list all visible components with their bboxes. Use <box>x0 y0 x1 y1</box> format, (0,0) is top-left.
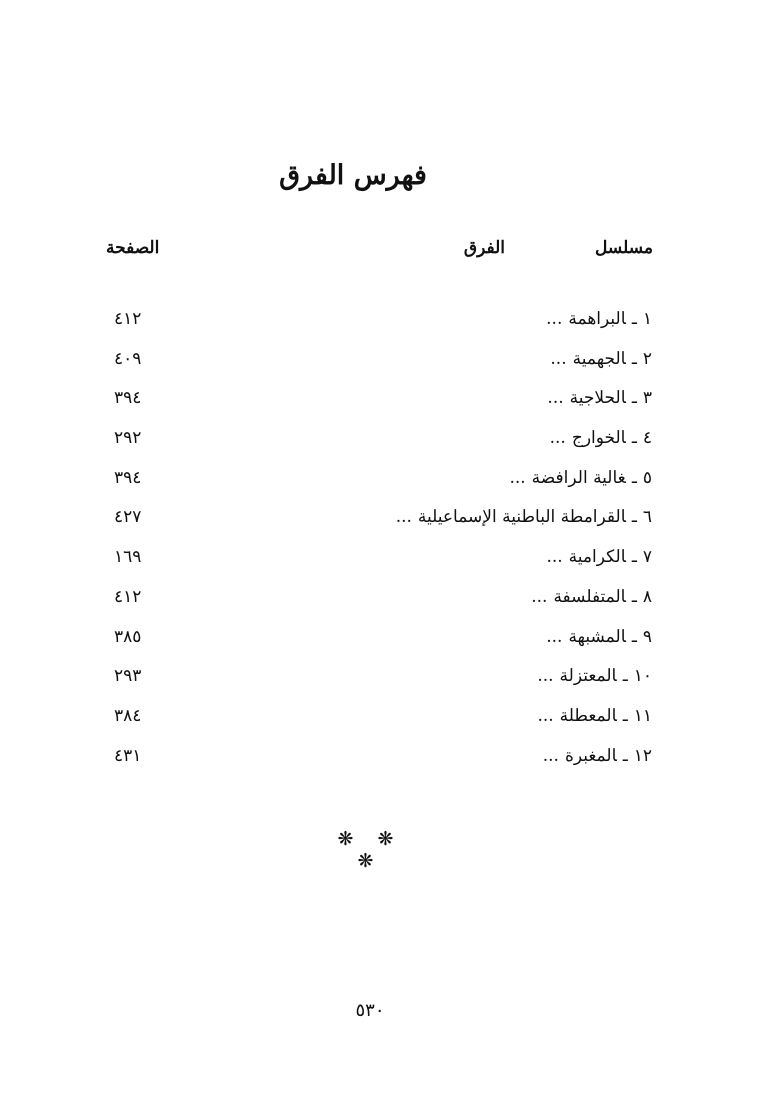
entry-name: الجهمية <box>572 348 626 369</box>
entry-dots: ... <box>547 388 564 409</box>
entry-number: ٩ <box>642 626 652 647</box>
entry-number: ٧ <box>642 547 652 568</box>
index-row <box>0 468 763 508</box>
header-serial: مسلسل <box>595 238 653 258</box>
entry-number: ١٢ <box>633 745 652 766</box>
entry: ٤ـالخوارج... <box>549 428 652 449</box>
entry-page: ٢٩٣ <box>114 666 142 687</box>
entry-name: الخوارج <box>571 428 626 449</box>
entry: ١٠ـالمعتزلة... <box>537 666 652 687</box>
entry-number: ٥ <box>642 467 652 488</box>
entry-number: ١٠ <box>633 666 652 687</box>
index-list <box>0 309 763 785</box>
entry-dots: ... <box>509 467 526 488</box>
page-title: فهرس الفرق <box>279 160 427 191</box>
entry-name: المشبهة <box>568 626 626 647</box>
entry: ٢ـالجهمية... <box>550 348 652 369</box>
entry-page: ٣٨٥ <box>114 626 142 647</box>
index-row <box>0 666 763 706</box>
entry-name: المتفلسفة <box>553 586 626 607</box>
entry: ٧ـالكرامية... <box>546 547 652 568</box>
entry-dots: ... <box>395 507 412 528</box>
entry-name: الكرامية <box>568 547 626 568</box>
entry-name: الحلاجية <box>569 388 626 409</box>
entry-dots: ... <box>550 348 567 369</box>
entry-page: ٣٩٤ <box>114 388 142 409</box>
entry-page: ١٦٩ <box>114 547 142 568</box>
index-row <box>0 507 763 547</box>
entry-page: ٤٠٩ <box>114 348 142 369</box>
index-row <box>0 309 763 349</box>
page-number: ٥٣٠ <box>355 1000 385 1021</box>
entry: ٨ـالمتفلسفة... <box>531 586 652 607</box>
entry-page: ٣٨٤ <box>114 705 142 726</box>
entry-name: المعطلة <box>559 705 617 726</box>
entry-name: المعتزلة <box>559 666 617 687</box>
entry: ١٢ـالمغبرة... <box>542 745 652 766</box>
index-row <box>0 547 763 587</box>
header-page: الصفحة <box>106 238 160 258</box>
entry-number: ٤ <box>642 428 652 449</box>
entry-dots: ... <box>542 745 559 766</box>
entry-number: ١ <box>642 309 652 329</box>
entry-number: ٨ <box>642 586 652 607</box>
entry: ٦ـالقرامطة الباطنية الإسماعيلية... <box>395 507 652 528</box>
entry: ١١ـالمعطلة... <box>537 705 652 726</box>
index-row <box>0 388 763 428</box>
entry-number: ٦ <box>642 507 652 528</box>
index-row <box>0 587 763 627</box>
entry-name: القرامطة الباطنية الإسماعيلية <box>417 507 626 528</box>
header-sect: الفرق <box>463 238 505 258</box>
entry: ٣ـالحلاجية... <box>547 388 652 409</box>
entry-name: غالية الرافضة <box>531 467 626 488</box>
section-separator: ❋ ❋ ❋ <box>337 828 403 872</box>
entry-page: ٤١٢ <box>114 586 142 607</box>
entry-number: ٢ <box>642 348 652 369</box>
entry: ٩ـالمشبهة... <box>546 626 652 647</box>
entry-dots: ... <box>531 586 548 607</box>
entry-name: المغبرة <box>564 745 617 766</box>
index-row <box>0 627 763 667</box>
entry-dots: ... <box>546 626 563 647</box>
entry-page: ٤٣١ <box>114 745 142 766</box>
entry-page: ٤٢٧ <box>114 507 142 528</box>
index-row <box>0 706 763 746</box>
index-row <box>0 428 763 468</box>
entry-page: ٣٩٤ <box>114 467 142 488</box>
entry-name: البراهمة <box>568 309 626 329</box>
entry-dots: ... <box>546 547 563 568</box>
entry-dots: ... <box>549 428 566 449</box>
index-row <box>0 746 763 786</box>
entry-page: ٤١٢ <box>114 309 142 329</box>
entry-number: ١١ <box>633 705 652 726</box>
entry-dots: ... <box>537 666 554 687</box>
entry-page: ٢٩٢ <box>114 428 142 449</box>
entry-dots: ... <box>537 705 554 726</box>
index-row <box>0 349 763 389</box>
entry: ٥ـغالية الرافضة... <box>509 467 652 488</box>
entry-number: ٣ <box>642 388 652 409</box>
entry: ١ـالبراهمة... <box>546 309 652 329</box>
entry-dots: ... <box>546 309 563 329</box>
